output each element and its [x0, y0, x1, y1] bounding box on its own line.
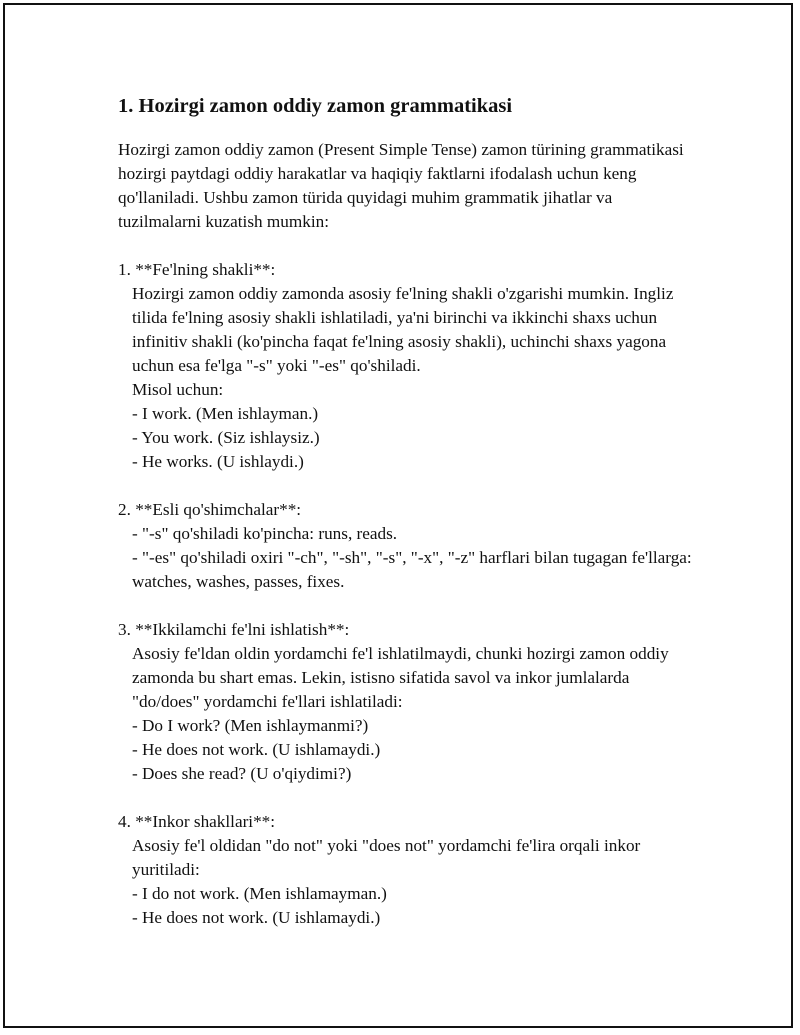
section-text: Hozirgi zamon oddiy zamonda asosiy fe'lning shakli o'zgarishi mumkin. Ingliz tilida fe'lning asosiy shakli ishlatiladi, ya'ni birinchi va ikkinchi shaxs uchun infinitiv shakli (ko'pincha faqat fe'lning asosiy shakli), uchinchi shaxs yagona uchun esa fe'lga "-s" yoki "-es" qo'shiladi. — [132, 284, 678, 375]
section-text: Asosiy fe'ldan oldin yordamchi fe'l ishlatilmaydi, chunki hozirgi zamon oddiy zamonda bu shart emas. Lekin, istisno sifatida savol va inkor jumlalarda "do/does" yordamchi fe'llari ishlatiladi: — [132, 644, 673, 711]
section-heading: 1. **Fe'lning shakli**: — [118, 260, 276, 279]
list-item: - He does not work. (U ishlamaydi.) — [132, 908, 381, 927]
list-item: - "-s" qo'shiladi ko'pincha: runs, reads. — [132, 524, 398, 543]
section-negation — [118, 810, 698, 930]
list-item: - Do I work? (Men ishlaymanmi?) — [132, 716, 369, 735]
list-item: - I do not work. (Men ishlamayman.) — [132, 884, 387, 903]
section-text: Asosiy fe'l oldidan "do not" yoki "does not" yordamchi fe'lira orqali inkor yuritiladi: — [132, 836, 645, 879]
list-item: - He does not work. (U ishlamaydi.) — [132, 740, 381, 759]
list-item: - You work. (Siz ishlaysiz.) — [132, 428, 320, 447]
page-title: 1. Hozirgi zamon oddiy zamon grammatikasi — [118, 95, 513, 117]
intro-paragraph: Hozirgi zamon oddiy zamon (Present Simple Tense) zamon türining grammatikasi hozirgi paytdagi oddiy harakatlar va haqiqiy faktlarni ifodalash uchun keng qo'llaniladi. Ushbu zamon türida quyidagi muhim grammatik jihatlar va tuzilmalarni kuzatish mumkin: — [118, 140, 688, 231]
section-suffixes — [118, 498, 698, 594]
example-label: Misol uchun: — [132, 380, 224, 399]
section-auxiliary — [118, 618, 698, 786]
list-item: - Does she read? (U o'qiydimi?) — [132, 764, 352, 783]
list-item: - He works. (U ishlaydi.) — [132, 452, 304, 471]
list-item: - I work. (Men ishlayman.) — [132, 404, 319, 423]
section-heading: 2. **Esli qo'shimchalar**: — [118, 500, 302, 519]
section-verb-form — [118, 258, 698, 474]
section-heading: 4. **Inkor shakllari**: — [118, 812, 276, 831]
section-heading: 3. **Ikkilamchi fe'lni ishlatish**: — [118, 620, 350, 639]
list-item: - "-es" qo'shiladi oxiri "-ch", "-sh", "-s", "-x", "-z" harflari bilan tugagan fe'llarga: watches, washes, passes, fixes. — [132, 548, 696, 591]
document-page — [118, 92, 698, 930]
